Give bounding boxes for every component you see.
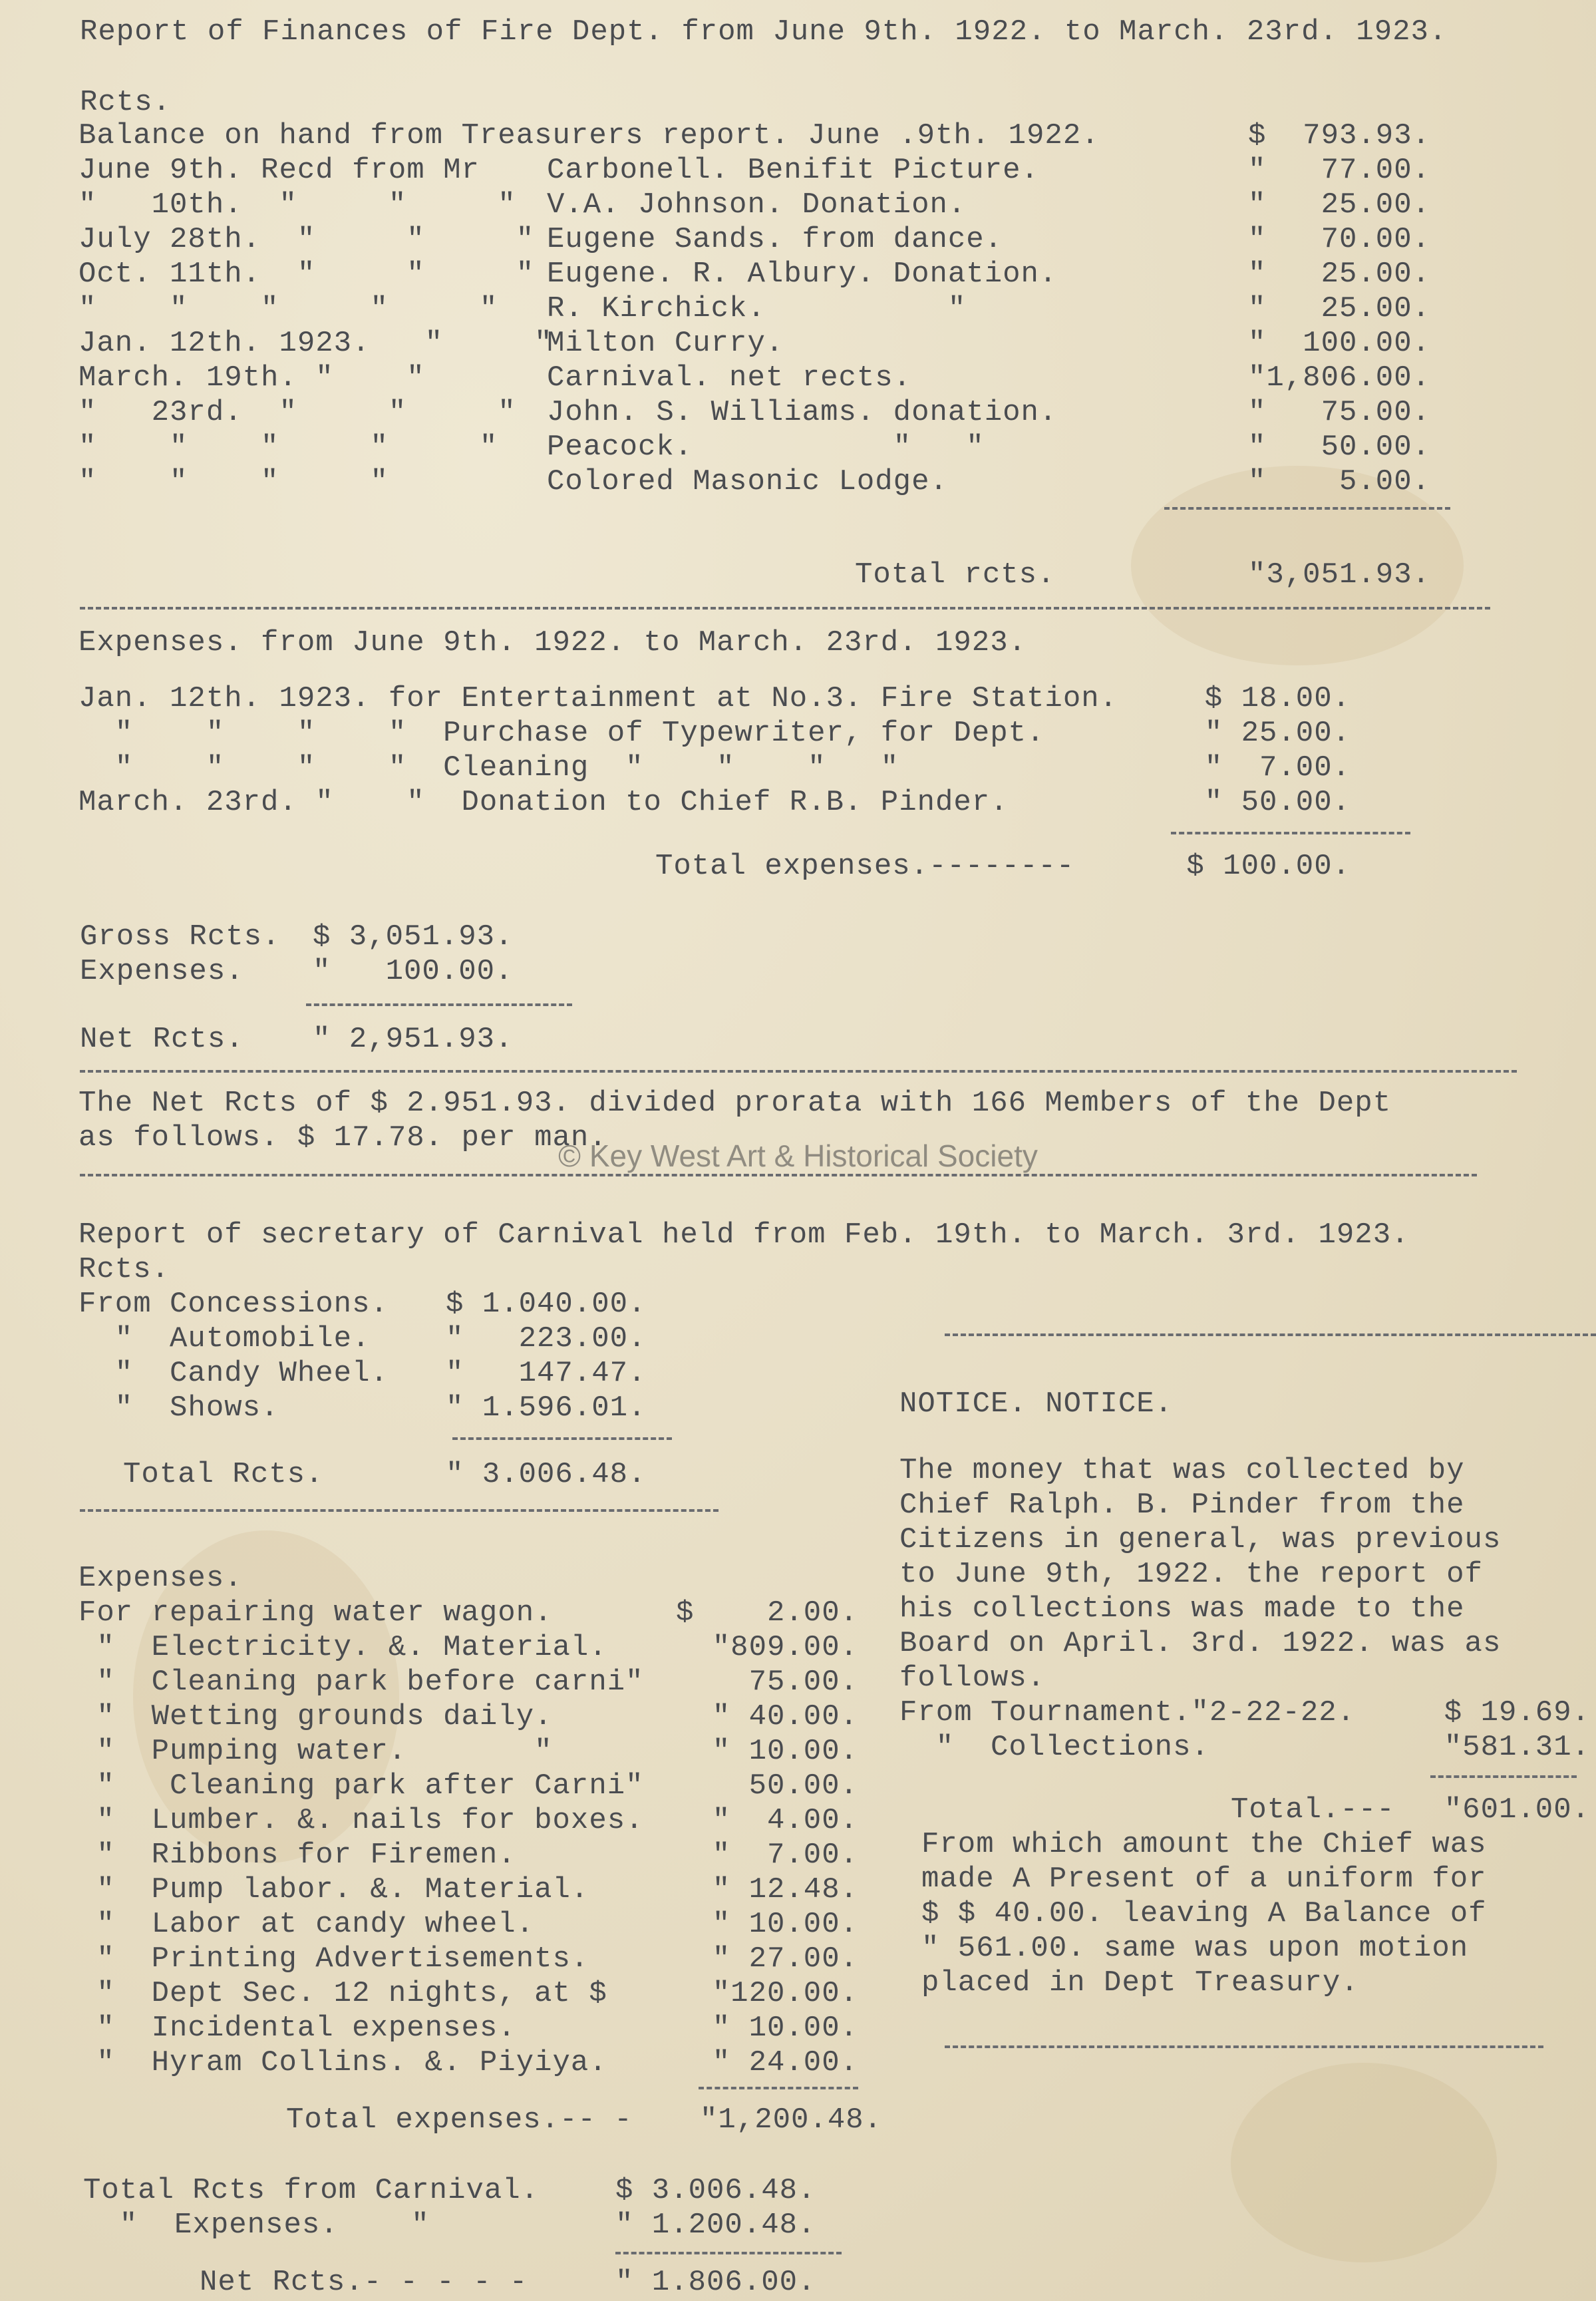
carnival-expense-label: " Lumber. &. nails for boxes. (79, 1804, 644, 1837)
receipt-line-src: Carnival. net rects. (547, 361, 912, 395)
expense-line: " " " " Cleaning " " " " (79, 751, 899, 785)
carnival-expense-label: " Wetting grounds daily. (79, 1700, 553, 1733)
gross-amount: $ 3,051.93. (313, 920, 514, 954)
carnival-exp-heading: Expenses. (79, 1562, 243, 1595)
carnival-expense-label: For repairing water wagon. (79, 1596, 553, 1630)
paper-stain (1231, 2063, 1497, 2262)
carnival-receipt-label: " Candy Wheel. (79, 1357, 389, 1390)
carnival-receipt-label: " Automobile. (79, 1322, 371, 1355)
section-divider (945, 1333, 1596, 1336)
receipt-line-date: July 28th. " " " (79, 223, 535, 256)
net-label: Net Rcts. (80, 1023, 244, 1056)
carnival-expense-label: " Labor at candy wheel. (79, 1908, 535, 1941)
notice-after-line: made A Present of a uniform for (921, 1862, 1487, 1896)
prorata-line: The Net Rcts of $ 2.951.93. divided prorata with 166 Members of the Dept (79, 1087, 1392, 1120)
carnival-expense-amount: $ 2.00. (675, 1596, 858, 1630)
section-divider (80, 1509, 718, 1512)
watermark: © Key West Art & Historical Society (558, 1139, 1038, 1173)
carnival-heading: Report of secretary of Carnival held from Feb. 19th. to March. 3rd. 1923. (79, 1218, 1410, 1252)
notice-tournament-amount: $ 19.69. (1444, 1696, 1590, 1729)
final-rcts-label: Total Rcts from Carnival. (83, 2174, 540, 2207)
carnival-expense-label: " Electricity. &. Material. (79, 1631, 607, 1664)
total-rule (1164, 507, 1450, 510)
prorata-line: as follows. $ 17.78. per man. (79, 1121, 607, 1154)
receipt-line-date: " 23rd. " " " (79, 396, 516, 429)
receipt-line-date: Jan. 12th. 1923. " " (79, 327, 553, 360)
expense-line-amount: $ 18.00. (1204, 682, 1351, 715)
final-exp-label: " Expenses. " (83, 2209, 430, 2242)
carnival-rcts-heading: Rcts. (79, 1253, 170, 1286)
notice-collections-amount: "581.31. (1444, 1731, 1590, 1764)
receipt-line-amount: " 5.00. (1247, 465, 1430, 498)
receipt-line-src: Carbonell. Benifit Picture. (547, 154, 1039, 187)
receipt-line-amount: " 50.00. (1247, 431, 1430, 464)
section-divider (80, 607, 1490, 610)
carnival-exp-total-amount: "1,200.48. (700, 2103, 883, 2137)
carnival-total-label: Total Rcts. (123, 1458, 324, 1491)
notice-after-line: placed in Dept Treasury. (921, 1966, 1359, 2000)
total-rule (1430, 1775, 1577, 1778)
final-rcts-amount: $ 3.006.48. (615, 2174, 816, 2207)
total-rule (615, 2252, 842, 2254)
carnival-expense-label: " Ribbons for Firemen. (79, 1839, 516, 1872)
carnival-receipt-amount: " 1.596.01. (446, 1391, 647, 1425)
gross-label: Gross Rcts. (80, 920, 281, 954)
receipt-line-amount: " 77.00. (1247, 154, 1430, 187)
carnival-expense-label: " Pumping water. " (79, 1735, 553, 1768)
receipt-line-date: Oct. 11th. " " " (79, 258, 535, 291)
receipt-line-src: Balance on hand from Treasurers report. June .9th. 1922. (79, 119, 1100, 152)
carnival-expense-amount: " 40.00. (712, 1700, 858, 1733)
carnival-expense-amount: "120.00. (712, 1977, 858, 2010)
notice-line: Citizens in general, was previous (899, 1523, 1502, 1556)
receipt-line-src: Peacock. " " (547, 431, 985, 464)
receipt-line-amount: " 25.00. (1247, 292, 1430, 325)
expenses-total-label: Total expenses.-------- (655, 850, 1075, 883)
carnival-receipt-label: " Shows. (79, 1391, 279, 1425)
summary-expenses-amount: " 100.00. (313, 955, 514, 988)
notice-line: Board on April. 3rd. 1922. was as (899, 1627, 1502, 1660)
final-exp-amount: " 1.200.48. (615, 2209, 816, 2242)
notice-line: his collections was made to the (899, 1592, 1465, 1626)
summary-expenses-label: Expenses. (80, 955, 244, 988)
receipt-line-amount: " 100.00. (1247, 327, 1430, 360)
net-amount: " 2,951.93. (313, 1023, 514, 1056)
page-title: Report of Finances of Fire Dept. from June 9th. 1922. to March. 23rd. 1923. (80, 15, 1448, 49)
carnival-expense-amount: 75.00. (748, 1666, 858, 1699)
carnival-expense-amount: " 10.00. (712, 2012, 858, 2045)
receipt-line-date: March. 19th. " " (79, 361, 425, 395)
receipt-line-src: R. Kirchick. " (547, 292, 967, 325)
receipt-line-date: " " " " " (79, 431, 498, 464)
carnival-expense-label: " Dept Sec. 12 nights, at $ (79, 1977, 607, 2010)
expense-line: " " " " Purchase of Typewriter, for Dept. (79, 717, 1045, 750)
notice-after-line: " 561.00. same was upon motion (921, 1932, 1469, 1965)
carnival-receipt-label: From Concessions. (79, 1288, 389, 1321)
notice-total-amount: "601.00. (1444, 1793, 1590, 1827)
carnival-expense-amount: " 10.00. (712, 1735, 858, 1768)
carnival-total-amount: " 3.006.48. (446, 1458, 647, 1491)
section-divider (945, 2045, 1543, 2048)
expenses-heading: Expenses. from June 9th. 1922. to March. 23rd. 1923. (79, 626, 1027, 659)
receipt-line-date: " " " " (79, 465, 389, 498)
expense-line-amount: " 7.00. (1204, 751, 1351, 785)
carnival-receipt-amount: $ 1.040.00. (446, 1288, 647, 1321)
receipts-total-amount: "3,051.93. (1247, 558, 1430, 592)
carnival-exp-total-label: Total expenses.-- - (286, 2103, 633, 2137)
expense-line: March. 23rd. " " Donation to Chief R.B. Pinder. (79, 786, 1009, 819)
receipt-line-src: Eugene. R. Albury. Donation. (547, 258, 1058, 291)
receipts-heading: Rcts. (80, 86, 172, 119)
notice-line: The money that was collected by (899, 1454, 1465, 1487)
receipt-line-amount: " 75.00. (1247, 396, 1430, 429)
carnival-expense-label: " Printing Advertisements. (79, 1942, 589, 1976)
expense-line-amount: " 50.00. (1204, 786, 1351, 819)
final-net-label: Net Rcts.- - - - - (200, 2266, 528, 2299)
expense-line: Jan. 12th. 1923. for Entertainment at No.3. Fire Station. (79, 682, 1118, 715)
notice-line: Chief Ralph. B. Pinder from the (899, 1489, 1465, 1522)
carnival-receipt-amount: " 147.47. (446, 1357, 647, 1390)
carnival-expense-amount: " 7.00. (712, 1839, 858, 1872)
notice-heading: NOTICE. NOTICE. (899, 1387, 1174, 1421)
carnival-expense-amount: "809.00. (712, 1631, 858, 1664)
receipt-line-src: Eugene Sands. from dance. (547, 223, 1003, 256)
carnival-expense-amount: " 12.48. (712, 1873, 858, 1906)
total-rule (1171, 832, 1410, 834)
receipt-line-amount: $ 793.93. (1247, 119, 1430, 152)
total-rule (452, 1437, 672, 1440)
receipt-line-src: V.A. Johnson. Donation. (547, 188, 967, 222)
receipt-line-date: June 9th. Recd from Mr (79, 154, 480, 187)
notice-tournament-label: From Tournament."2-22-22. (899, 1696, 1356, 1729)
receipt-line-amount: " 25.00. (1247, 258, 1430, 291)
carnival-expense-amount: " 27.00. (712, 1942, 858, 1976)
section-divider (80, 1174, 1477, 1176)
carnival-expense-label: " Cleaning park after Carni" (79, 1769, 644, 1803)
carnival-receipt-amount: " 223.00. (446, 1322, 647, 1355)
receipt-line-src: Colored Masonic Lodge. (547, 465, 948, 498)
notice-after-line: $ $ 40.00. leaving A Balance of (921, 1897, 1487, 1930)
receipt-line-date: " 10th. " " " (79, 188, 516, 222)
notice-after-line: From which amount the Chief was (921, 1828, 1487, 1861)
expense-line-amount: " 25.00. (1204, 717, 1351, 750)
expenses-total-amount: $ 100.00. (1186, 850, 1351, 883)
total-rule (699, 2087, 858, 2089)
receipt-line-src: Milton Curry. (547, 327, 784, 360)
carnival-expense-label: " Hyram Collins. &. Piyiya. (79, 2046, 607, 2079)
final-net-amount: " 1.806.00. (615, 2266, 816, 2299)
total-rule (306, 1003, 572, 1006)
notice-line: follows. (899, 1662, 1046, 1695)
section-divider (80, 1070, 1517, 1073)
notice-line: to June 9th, 1922. the report of (899, 1558, 1483, 1591)
carnival-expense-amount: " 24.00. (712, 2046, 858, 2079)
receipt-line-date: " " " " " (79, 292, 498, 325)
receipt-line-src: John. S. Williams. donation. (547, 396, 1058, 429)
receipt-line-amount: " 25.00. (1247, 188, 1430, 222)
receipt-line-amount: "1,806.00. (1247, 361, 1430, 395)
carnival-expense-label: " Pump labor. &. Material. (79, 1873, 589, 1906)
carnival-expense-label: " Incidental expenses. (79, 2012, 516, 2045)
carnival-expense-label: " Cleaning park before carni" (79, 1666, 644, 1699)
carnival-expense-amount: " 4.00. (712, 1804, 858, 1837)
receipts-total-label: Total rcts. (855, 558, 1056, 592)
notice-collections-label: " Collections. (899, 1731, 1209, 1764)
carnival-expense-amount: 50.00. (748, 1769, 858, 1803)
notice-total-label: Total.--- (1231, 1793, 1395, 1827)
receipt-line-amount: " 70.00. (1247, 223, 1430, 256)
carnival-expense-amount: " 10.00. (712, 1908, 858, 1941)
